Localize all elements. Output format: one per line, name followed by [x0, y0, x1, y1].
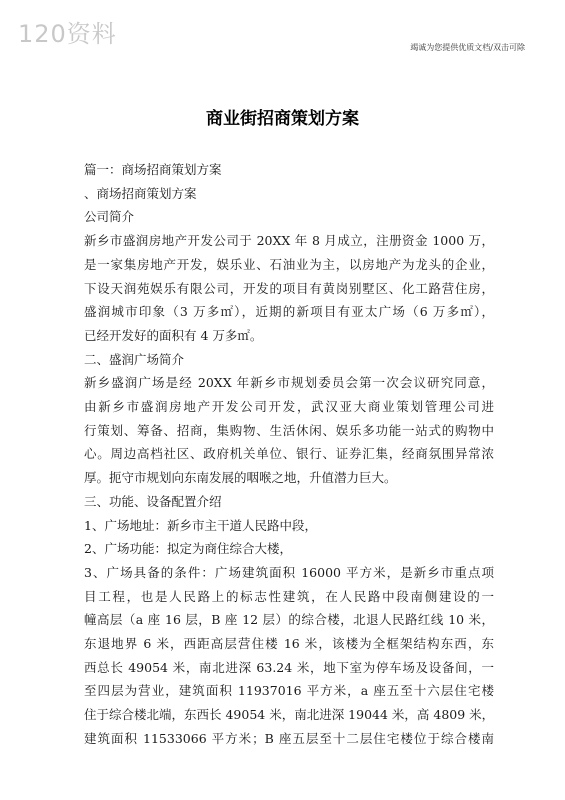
paragraph-line: 行策划、筹备、招商，集购物、生活休闲、娱乐多功能一站式的购物中 — [84, 422, 494, 438]
paragraph-line: 至四层为营业，建筑面积 11937016 平方米，a 座五至十六层住宅楼 — [84, 683, 494, 699]
paragraph-line: 2、广场功能：拟定为商住综合大楼， — [84, 541, 292, 557]
header-note: 竭诚为您提供优质文档/双击可除 — [410, 43, 525, 52]
paragraph-line: 东退地界 6 米，西距高层营住楼 16 米，该楼为全框架结构东西，东 — [84, 636, 494, 652]
watermark-logo: 120资料 — [18, 20, 117, 48]
paragraph-line: 由新乡市盛润房地产开发公司开发，武汉亚大商业策划管理公司进 — [84, 399, 494, 415]
paragraph-line: 二、盛润广场简介 — [84, 351, 185, 367]
paragraph-line: 西总长 49054 米，南北进深 63.24 米，地下室为停车场及设备间，一 — [84, 659, 494, 675]
paragraph-line: 1、广场地址：新乡市主干道人民路中段， — [84, 517, 317, 533]
paragraph-line: 、商场招商策划方案 — [84, 185, 197, 201]
paragraph-line: 住于综合楼北端，东西长 49054 米，南北进深 19044 米，高 4809 米， — [84, 707, 495, 723]
paragraph-line: 心。周边高档社区、政府机关单位、银行、证券汇集，经商氛围异常浓 — [84, 446, 494, 462]
paragraph-line: 新乡盛润广场是经 20XX 年新乡市规划委员会第一次会议研究同意， — [84, 375, 494, 391]
paragraph-line: 三、功能、设备配置介绍 — [84, 493, 222, 509]
document-title: 商业街招商策划方案 — [206, 109, 359, 129]
paragraph-line: 篇一：商场招商策划方案 — [84, 162, 222, 177]
paragraph-line: 公司简介 — [84, 209, 135, 225]
paragraph-line: 盛润城市印象（3 万多㎡），近期的新项目有亚太广场（6 万多㎡）， — [84, 304, 494, 320]
paragraph-line: 建筑面积 11533066 平方米；B 座五层至十二层住宅楼位于综合楼南 — [84, 730, 494, 746]
paragraph-line: 下设天润苑娱乐有限公司，开发的项目有黄岗别墅区、化工路营住房， — [84, 280, 494, 296]
paragraph-line: 已经开发好的面积有 4 万多㎡。 — [84, 327, 263, 343]
paragraph-line: 3、广场具备的条件：广场建筑面积 16000 平方米，是新乡市重点项 — [84, 564, 494, 580]
paragraph-line: 厚。扼守市规划向东南发展的咽喉之地，升值潜力巨大。 — [84, 470, 397, 486]
document-body — [84, 158, 494, 751]
paragraph-line: 是一家集房地产开发，娱乐业、石油业为主，以房地产为龙头的企业， — [84, 256, 494, 272]
paragraph-line: 幢高层（a 座 16 层，B 座 12 层）的综合楼，北退人民路红线 10 米， — [84, 612, 494, 628]
paragraph-line: 目工程，也是人民路上的标志性建筑，在人民路中段南侧建设的一 — [84, 588, 494, 604]
paragraph-line: 新乡市盛润房地产开发公司于 20XX 年 8 月成立，注册资金 1000 万， — [84, 233, 494, 249]
